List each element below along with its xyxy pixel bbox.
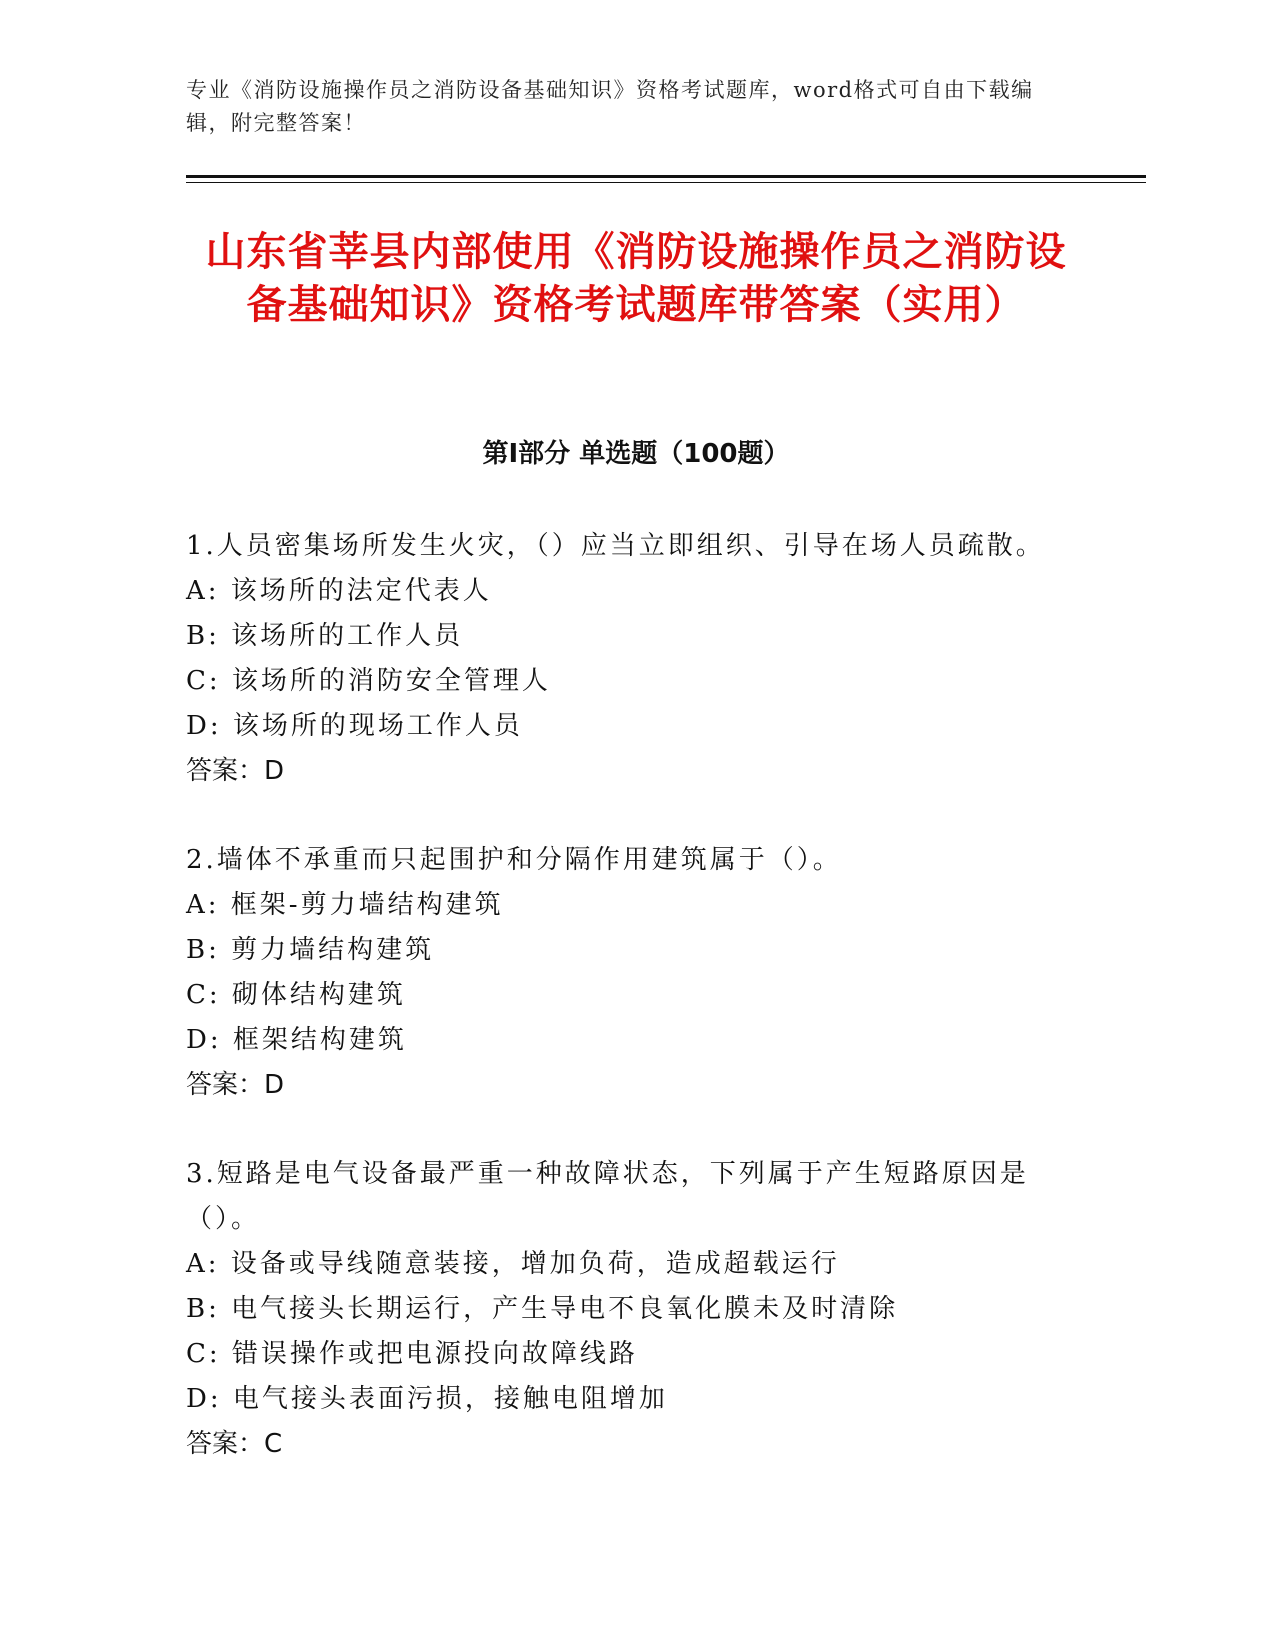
question-list bbox=[186, 524, 1066, 1511]
option-a: A: 框架-剪力墙结构建筑 bbox=[186, 890, 504, 920]
question-3 bbox=[186, 1152, 1066, 1467]
option-a: A: 设备或导线随意装接，增加负荷，造成超载运行 bbox=[186, 1249, 840, 1279]
option-c: C: 错误操作或把电源投向故障线路 bbox=[186, 1339, 638, 1369]
answer: 答案：D bbox=[186, 756, 285, 786]
header-note: 专业《消防设施操作员之消防设备基础知识》资格考试题库，word格式可自由下载编辑，附完整答案！ bbox=[186, 78, 1034, 135]
option-c: C: 砌体结构建筑 bbox=[186, 980, 406, 1010]
answer: 答案：C bbox=[186, 1429, 283, 1459]
answer: 答案：D bbox=[186, 1070, 285, 1100]
header-rule-thick bbox=[186, 175, 1146, 178]
option-a: A: 该场所的法定代表人 bbox=[186, 576, 492, 606]
section-title: 第I部分 单选题（100题） bbox=[482, 439, 790, 469]
question-stem: 1.人员密集场所发生火灾，（）应当立即组织、引导在场人员疏散。 bbox=[186, 531, 1045, 561]
document-title: 山东省莘县内部使用《消防设施操作员之消防设备基础知识》资格考试题库带答案（实用） bbox=[205, 229, 1067, 328]
option-b: B: 剪力墙结构建筑 bbox=[186, 935, 435, 965]
question-1 bbox=[186, 524, 1066, 794]
header-rule-thin bbox=[186, 182, 1146, 183]
option-c: C: 该场所的消防安全管理人 bbox=[186, 666, 551, 696]
question-stem: 3.短路是电气设备最严重一种故障状态，下列属于产生短路原因是（）。 bbox=[186, 1159, 1029, 1234]
option-d: D: 该场所的现场工作人员 bbox=[186, 711, 523, 741]
option-b: B: 电气接头长期运行，产生导电不良氧化膜未及时清除 bbox=[186, 1294, 899, 1324]
option-d: D: 框架结构建筑 bbox=[186, 1025, 407, 1055]
option-b: B: 该场所的工作人员 bbox=[186, 621, 464, 651]
question-stem: 2.墙体不承重而只起围护和分隔作用建筑属于（）。 bbox=[186, 845, 842, 875]
option-d: D: 电气接头表面污损，接触电阻增加 bbox=[186, 1384, 668, 1414]
question-2 bbox=[186, 838, 1066, 1108]
